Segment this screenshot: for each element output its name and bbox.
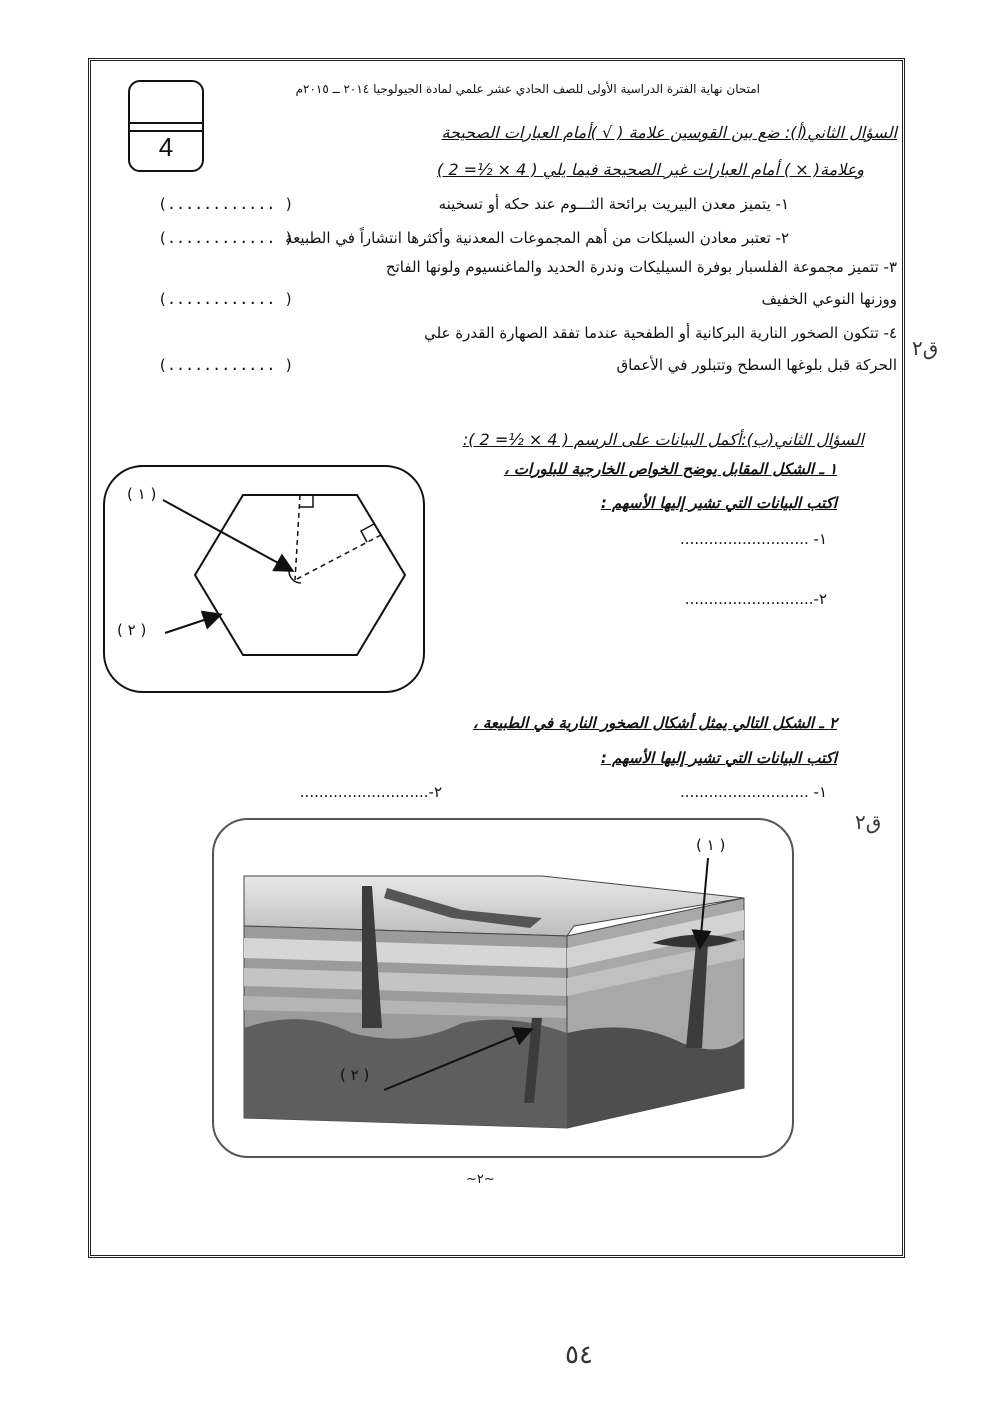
q2a-title-line2: وعلامة( × ) أمام العبارات غير الصحيحة فيما يلي ( 4 × ½= 2 ) xyxy=(437,160,864,179)
page-number: ٥٤ xyxy=(565,1340,593,1370)
score-divider xyxy=(130,122,202,132)
dashed-normal-2 xyxy=(295,535,381,580)
q2b-title: السؤال الثاني(ب):أكمل البيانات على الرسم ( 4 × ½= 2 ): xyxy=(462,430,864,449)
crystal-figure xyxy=(103,465,425,693)
q2a-title-line1: السؤال الثاني(أ): ضع بين القوسين علامة ( √ )أمام العبارات الصحيحة xyxy=(441,123,897,142)
q2a-answer-1[interactable]: (............ ) xyxy=(158,195,294,213)
q2b-part1-heading: ١ ـ الشكل المقابل يوضح الخواص الخارجية للبلورات ، xyxy=(503,460,837,478)
q2b-part2-blank2[interactable]: ٢-........................... xyxy=(299,783,442,801)
q2b-part1-instruction: اكتب البيانات التي تشير إليها الأسهم : xyxy=(600,494,837,512)
arrow-2 xyxy=(165,615,219,633)
q2b-part1-blank2[interactable]: ٢-........................... xyxy=(684,590,827,608)
q2b-part2-heading: ٢ ـ الشكل التالي يمثل أشكال الصخور النارية في الطبيعة ، xyxy=(472,714,837,732)
q2a-answer-3[interactable]: (............ ) xyxy=(158,290,294,308)
margin-note-1: ق٢ xyxy=(912,336,939,360)
dashed-normal-1 xyxy=(295,495,300,580)
igneous-label-1: ( ١ ) xyxy=(696,836,726,854)
exam-header: امتحان نهاية الفترة الدراسية الأولى للصف الحادي عشر علمي لمادة الجيولوجيا ٢٠١٤ ــ ٢٠١٥م xyxy=(295,82,760,96)
right-angle-mark-1 xyxy=(300,495,313,507)
q2a-item-3-line2: ووزنها النوعي الخفيف xyxy=(761,290,897,308)
q2b-part2-instruction: اكتب البيانات التي تشير إليها الأسهم : xyxy=(600,749,837,767)
q2a-item-4-line1: ٤- تتكون الصخور النارية البركانية أو الطفحية عندما تفقد الصهارة القدرة علي xyxy=(424,324,897,342)
igneous-figure xyxy=(212,818,794,1158)
q2a-answer-4[interactable]: (............ ) xyxy=(158,356,294,374)
q2b-part2-blank1[interactable]: ١- ........................... xyxy=(680,783,827,801)
q2a-answer-2[interactable]: (............ ) xyxy=(158,229,294,247)
q2a-item-4-line2: الحركة قبل بلوغها السطح وتتبلور في الأعماق xyxy=(616,356,897,374)
q2a-item-1: ١- يتميز معدن البيريت برائحة الثـــوم عند حكه أو تسخينه xyxy=(438,195,789,213)
q2b-part1-blank1[interactable]: ١- ........................... xyxy=(680,530,827,548)
crystal-label-2: ( ٢ ) xyxy=(117,621,147,639)
crystal-label-1: ( ١ ) xyxy=(127,485,157,503)
q2a-item-3-line1: ٣- تتميز مجموعة الفلسبار بوفرة السيليكات وندرة الحديد والماغنسيوم ولونها الفاتح xyxy=(385,258,897,276)
margin-note-2: ق٢ xyxy=(855,810,882,834)
igneous-label-2: ( ٢ ) xyxy=(340,1066,370,1084)
q2a-item-2: ٢- تعتبر معادن السيلكات من أهم المجموعات المعدنية وأكثرها انتشاراً في الطبيعة xyxy=(285,229,789,247)
page-footer: ~٢~ xyxy=(466,1172,495,1187)
hexagon-shape xyxy=(195,495,405,655)
score-value: 4 xyxy=(158,132,174,162)
score-box xyxy=(128,80,204,172)
arrow-1 xyxy=(163,500,291,570)
